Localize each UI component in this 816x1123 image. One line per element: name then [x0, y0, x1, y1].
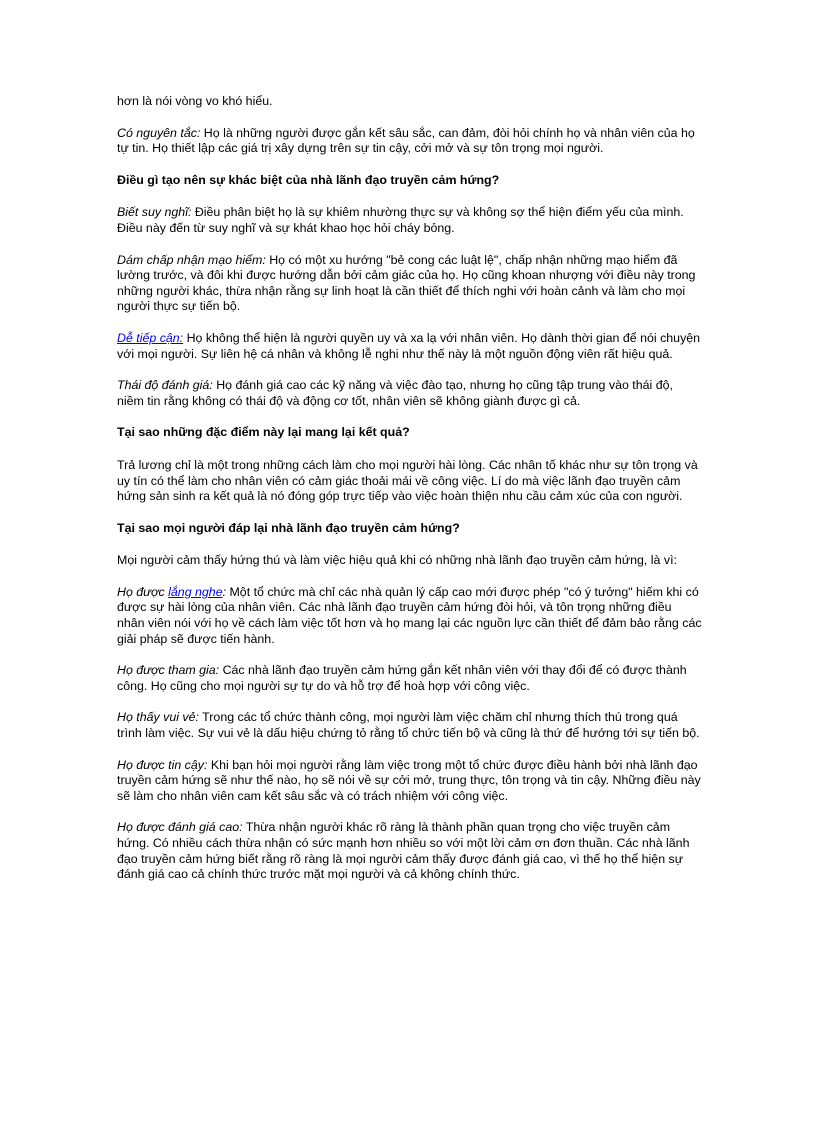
paragraph-lead: Họ được tin cậy: — [117, 757, 208, 772]
paragraph-text: Họ không thể hiện là người quyền uy và xa lạ với nhân viên. Họ dành thời gian để nói chuyện với mọi người. Sự liên hệ cá nhân và không lễ nghi như thế này là một nguồn động viên rất hiệu quả. — [117, 330, 701, 361]
paragraph-text: Điều phân biệt họ là sự khiêm nhường thực sự và không sợ thể hiện điểm yếu của mình. Điều này đến từ suy nghĩ và sự khát khao học hỏi cháy bỏng. — [117, 205, 684, 235]
paragraph-text: Một tổ chức mà chỉ các nhà quản lý cấp cao mới được phép "có ý tưởng" hiếm khi có được sự hài lòng của nhân viên. Các nhà lãnh đạo truyền cảm hứng đòi hỏi, và tôn trọng những điều nhân viên nói với họ về cách làm việc tốt hơn và họ mang lại các nguồn lực cần thiết để đảm bảo rằng các giải pháp sẽ được tiến hành. — [117, 584, 702, 646]
paragraph-text: hơn là nói vòng vo khó hiểu. — [117, 94, 273, 108]
paragraph-text: Họ đánh giá cao các kỹ năng và việc đào tạo, nhưng họ cũng tập trung vào thái độ, niềm tin rằng không có thái độ và động cơ tốt, nhân viên sẽ không giành được gì cả. — [117, 378, 673, 408]
section-heading-difference: Điều gì tạo nên sự khác biệt của nhà lãnh đạo truyền cảm hứng? — [117, 172, 500, 187]
paragraph-intro-reasons — [117, 553, 702, 569]
approachable-link[interactable]: Dễ tiếp cận: — [117, 330, 184, 345]
paragraph-listened — [117, 585, 702, 647]
section-heading-response: Tại sao mọi người đáp lại nhà lãnh đạo truyền cảm hứng? — [117, 520, 460, 535]
paragraph-continuation — [117, 94, 702, 110]
paragraph-text: Trả lương chỉ là một trong những cách làm cho mọi người hài lòng. Các nhân tố khác như sự tôn trọng và uy tín có thể làm cho nhân viên có cảm giác thoải mái về công việc. Lí do mà việc lãnh đạo truyền cảm hứng sản sinh ra kết quả là nó đóng góp trực tiếp vào việc hoàn thiện nhu cầu cảm xúc của con người. — [117, 457, 698, 504]
paragraph-text: Họ là những người được gắn kết sâu sắc, can đảm, đòi hỏi chính họ và nhân viên của họ tự tin. Họ thiết lập các giá trị xây dựng trên sự tin cậy, cởi mở và sự tôn trọng mọi người. — [117, 125, 695, 156]
paragraph-principled — [117, 126, 702, 157]
paragraph-text: Họ có một xu hướng "bẻ cong các luật lệ", chấp nhận những mạo hiểm đã lường trước, và đôi khi được hướng dẫn bởi cảm giác của họ. Họ cũng khoan nhượng với điều này trong những người khác, thừa nhận rằng sự linh hoạt là cần thiết để thích nghi với hoàn cảnh và làm cho mọi người thực sự tiến bộ. — [117, 252, 696, 314]
paragraph-text: Mọi người cảm thấy hứng thú và làm việc hiệu quả khi có những nhà lãnh đạo truyền cảm hứng, là vì: — [117, 553, 677, 568]
paragraph-lead: Có nguyên tắc: — [117, 125, 201, 140]
listen-link[interactable]: lắng nghe — [168, 584, 223, 599]
paragraph-lead: Họ được tham gia: — [117, 663, 220, 678]
paragraph-text: Các nhà lãnh đạo truyền cảm hứng gắn kết nhân viên với thay đổi để có được thành công. Họ cũng cho mọi người sự tự do và hỗ trợ để hoà hợp với công việc. — [117, 663, 687, 693]
paragraph-lead: Họ được đánh giá cao: — [117, 820, 243, 835]
paragraph-fun — [117, 710, 702, 741]
paragraph-approachable — [117, 331, 702, 362]
section-heading-results: Tại sao những đặc điểm này lại mang lại kết quả? — [117, 425, 410, 440]
paragraph-text: Khi bạn hỏi mọi người rằng làm việc trong một tổ chức được điều hành bởi nhà lãnh đạo truyền cảm hứng sẽ như thế nào, họ sẽ nói về sự cởi mở, trung thực, tôn trọng và tin cậy. Những điều này sẽ làm cho nhân viên cam kết sâu sắc và có trách nhiệm với công việc. — [117, 757, 701, 803]
paragraph-risk — [117, 253, 702, 315]
paragraph-lead-colon: : — [222, 584, 227, 599]
paragraph-lead: Thái độ đánh giá: — [117, 378, 213, 393]
paragraph-valued — [117, 820, 702, 882]
paragraph-thinking — [117, 205, 702, 236]
paragraph-lead: Họ được — [117, 584, 169, 599]
paragraph-involved — [117, 663, 702, 694]
paragraph-trusted — [117, 758, 702, 805]
paragraph-text: Trong các tổ chức thành công, mọi người làm việc chăm chỉ nhưng thích thú trong quá trình làm việc. Sự vui vẻ là dấu hiệu chứng tỏ rằng tổ chức tiến bộ và cũng là thứ để hướng tới sự tiến bộ. — [117, 710, 700, 741]
paragraph-lead: Họ thấy vui vẻ: — [117, 710, 199, 725]
document-page — [117, 94, 702, 899]
paragraph-text: Thừa nhận người khác rõ ràng là thành phần quan trọng cho việc truyền cảm hứng. Có nhiều cách thừa nhận có sức mạnh hơn nhiều so với một lời cảm ơn đơn thuần. Các nhà lãnh đạo truyền cảm hứng biết rằng rõ ràng là mọi người cảm thấy được đánh giá cao, vì thế họ thể hiện sự đánh giá cao cả chính thức trước mặt mọi người và cả không chính thức. — [117, 820, 690, 882]
paragraph-lead: Dám chấp nhận mạo hiểm: — [117, 252, 266, 267]
paragraph-attitude — [117, 378, 702, 409]
paragraph-pay — [117, 458, 702, 505]
paragraph-lead: Biết suy nghĩ: — [117, 205, 192, 220]
